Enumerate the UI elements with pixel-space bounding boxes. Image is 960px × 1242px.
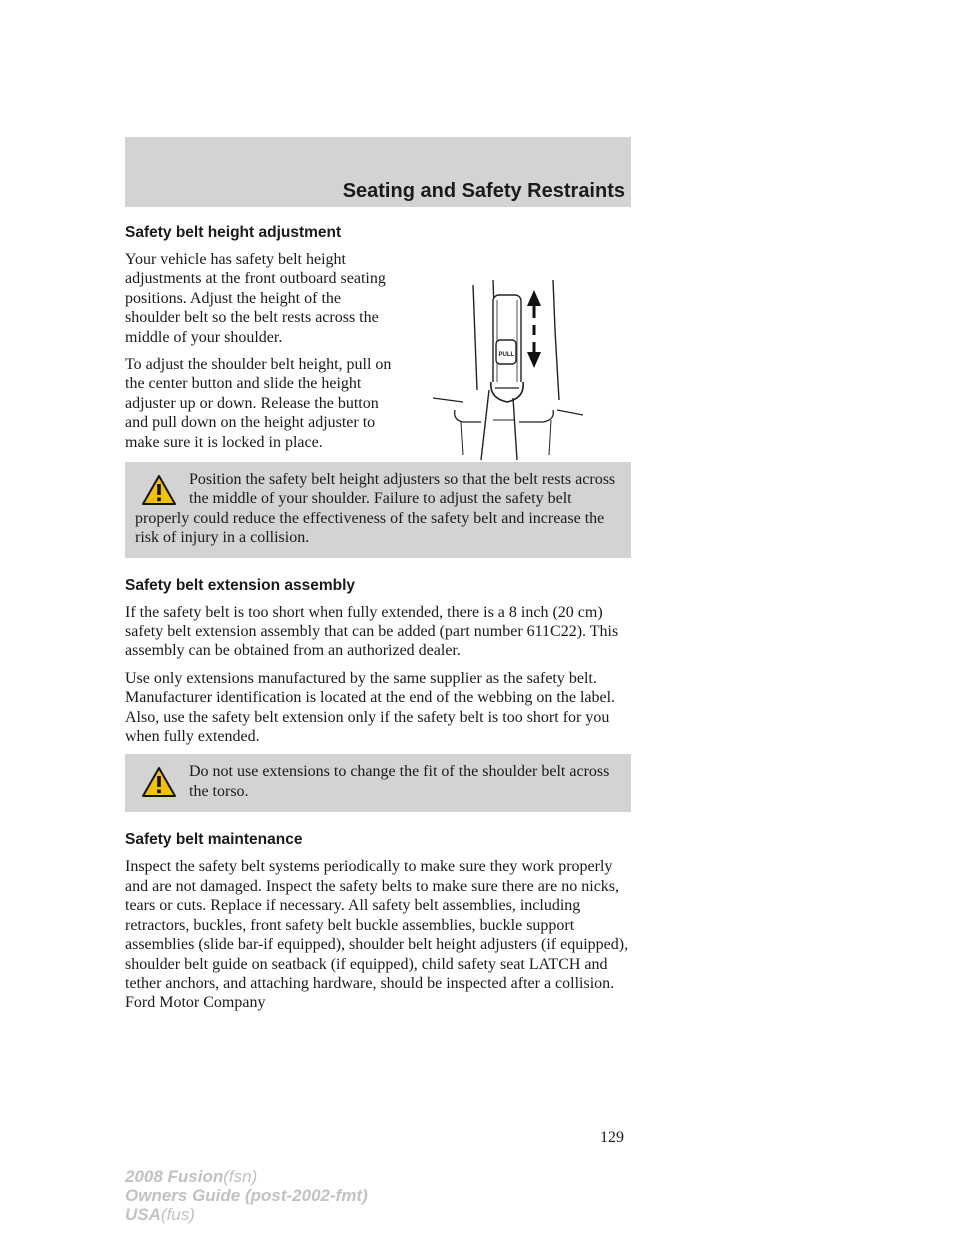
warning-text: Do not use extensions to change the fit of the shoulder belt across the torso.: [189, 763, 610, 800]
document-footer: [125, 1167, 368, 1224]
height-adjustment-text: [125, 250, 395, 452]
warning-triangle-icon: [141, 766, 177, 798]
footer-market-code: (fus): [160, 1205, 195, 1224]
page-content: [125, 223, 631, 1021]
warning-text: Position the safety belt height adjusters so that the belt rests across the middle of your shoulder. Failure to adjust the safety belt properly could reduce the effectiveness of the safety belt and increase the risk of injury in a collision.: [135, 471, 616, 547]
heading-height-adjustment: Safety belt height adjustment: [125, 224, 342, 241]
footer-model: 2008 Fusion: [125, 1167, 224, 1186]
warning-box: [125, 754, 631, 812]
footer-market: USA: [125, 1205, 161, 1224]
warning-box: [125, 462, 631, 558]
page-number: 129: [600, 1129, 624, 1146]
section-header-band: [125, 137, 631, 207]
warning-triangle-icon: [141, 474, 177, 506]
heading-maintenance: Safety belt maintenance: [125, 831, 303, 849]
paragraph: If the safety belt is too short when fully extended, there is a 8 inch (20 cm) safety belt extension assembly that can be added (part number 611C22). This assembly can be obtained from an authorized dealer.: [125, 603, 619, 660]
paragraph: Use only extensions manufactured by the same supplier as the safety belt. Manufacturer identification is located at the end of the webbing on the label. Also, use the safety belt extension only if the safety belt is too short for you when fully extended.: [125, 669, 616, 746]
section-title: Seating and Safety Restraints: [342, 180, 625, 202]
belt-height-adjuster-illustration: [433, 270, 583, 460]
footer-guide: Owners Guide (post-2002-fmt): [125, 1186, 368, 1205]
pull-label: PULL: [498, 352, 515, 358]
height-adjustment-intro: [125, 250, 631, 462]
paragraph: Your vehicle has safety belt height adjustments at the front outboard seating positions. Adjust the height of the shoulder belt so the belt rests across the middle of your shoulder.: [125, 251, 386, 346]
heading-extension-assembly: Safety belt extension assembly: [125, 576, 356, 594]
footer-model-code: (fsn): [223, 1167, 258, 1186]
paragraph: Inspect the safety belt systems periodically to make sure they work properly and are not damaged. Inspect the safety belts to make sure there are no nicks, tears or cuts. Replace if necessary. All safety belt assemblies, including retractors, buckles, front safety belt buckle assemblies, buckle support assemblies (slide bar-if equipped), shoulder belt height adjusters (if equipped), shoulder belt guide on seatback (if equipped), child safety seat LATCH and tether anchors, and attaching hardware, should be inspected after a collision. Ford Motor Company: [125, 858, 629, 1012]
paragraph: To adjust the shoulder belt height, pull on the center button and slide the height adjuster up or down. Release the button and pull down on the height adjuster to make sure it is locked in place.: [125, 356, 392, 451]
